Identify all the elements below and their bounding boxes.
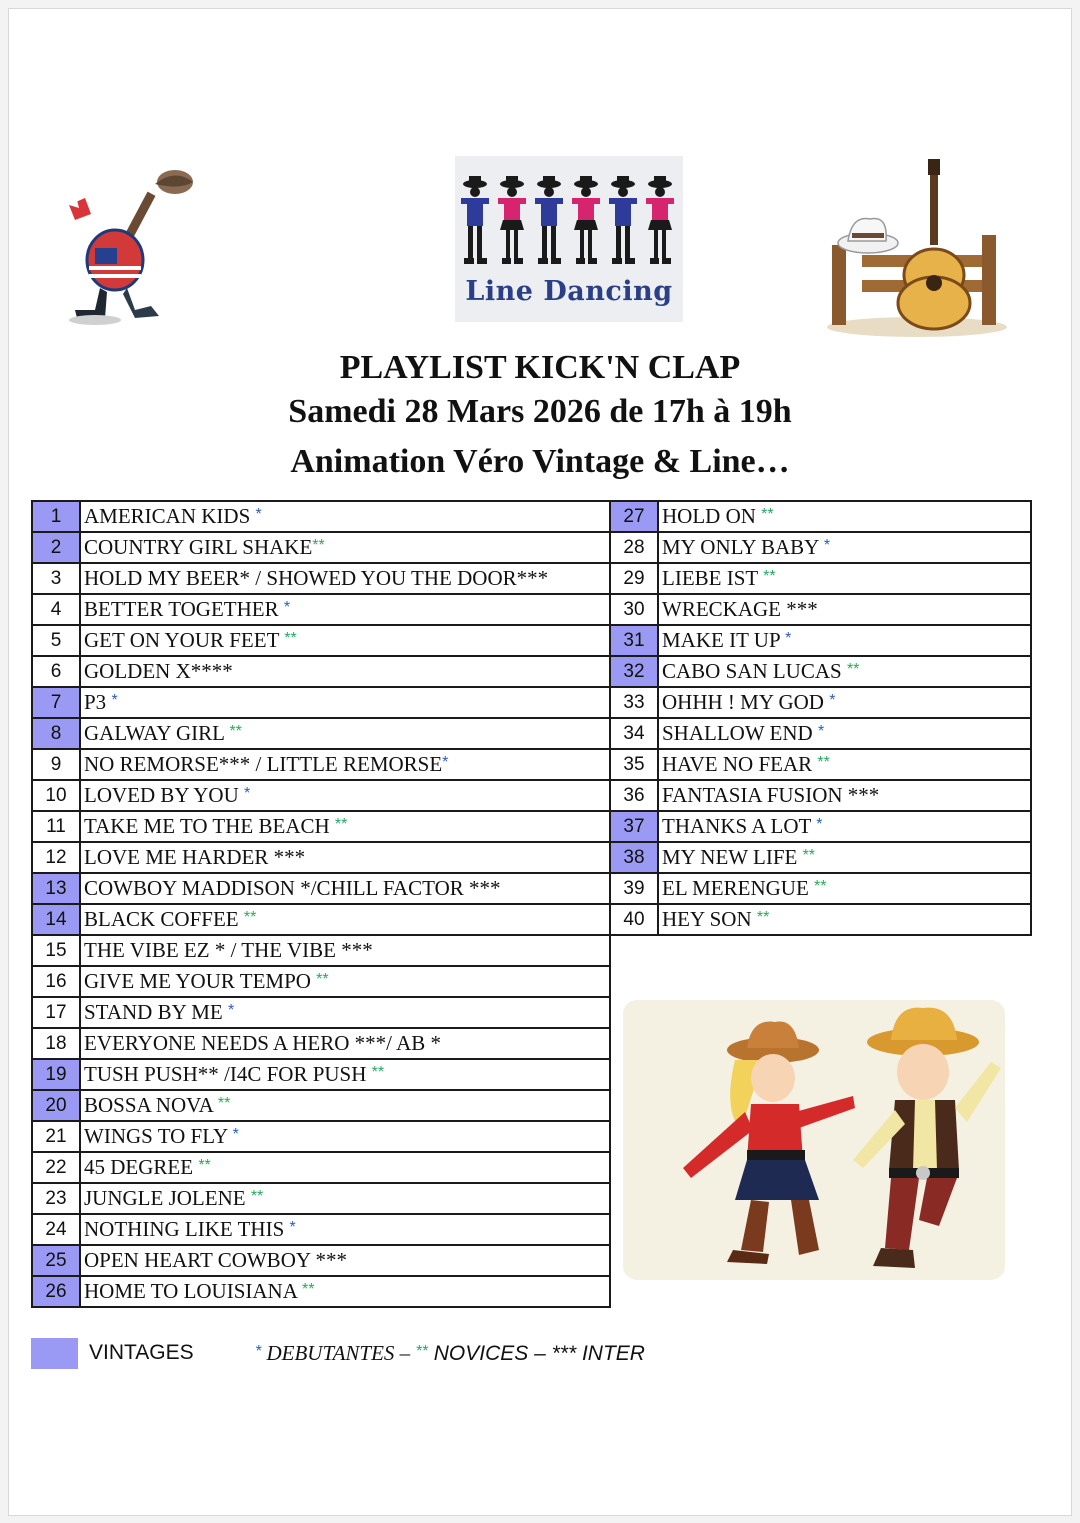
table-row (610, 594, 1031, 625)
table-row (32, 687, 610, 718)
song-title-cell (658, 687, 1031, 718)
song-number: 35 (610, 749, 658, 780)
legend-debutantes: DEBUTANTES – (261, 1341, 416, 1365)
level-stars: ** (229, 723, 242, 740)
song-title: CABO SAN LUCAS (662, 659, 847, 683)
song-title: FANTASIA FUSION *** (662, 783, 880, 807)
song-title-cell (658, 563, 1031, 594)
song-title: TUSH PUSH** /I4C FOR PUSH (84, 1062, 372, 1086)
level-stars: ** (312, 537, 325, 554)
song-number: 21 (32, 1121, 80, 1152)
song-number: 14 (32, 904, 80, 935)
song-title: MY ONLY BABY (662, 535, 824, 559)
playlist-table-left (31, 500, 611, 1308)
table-row (610, 904, 1031, 935)
song-title-cell (80, 1214, 610, 1245)
table-row (610, 687, 1031, 718)
song-title-cell (80, 873, 610, 904)
song-number: 2 (32, 532, 80, 563)
song-number: 29 (610, 563, 658, 594)
line-dancing-logo (455, 156, 683, 322)
song-number: 4 (32, 594, 80, 625)
playlist-table-right (609, 500, 1032, 936)
level-stars: * (817, 723, 825, 740)
table-row (32, 873, 610, 904)
level-stars: * (442, 754, 449, 771)
event-animation: Animation Véro Vintage & Line… (290, 443, 790, 480)
song-title-cell (658, 842, 1031, 873)
table-row (610, 780, 1031, 811)
table-row (32, 532, 610, 563)
song-number: 19 (32, 1059, 80, 1090)
level-stars: ** (301, 1281, 315, 1298)
song-title-cell (658, 594, 1031, 625)
song-number: 25 (32, 1245, 80, 1276)
table-row (610, 749, 1031, 780)
song-number: 9 (32, 749, 80, 780)
level-stars: * (816, 816, 823, 833)
table-row (32, 1152, 610, 1183)
table-row (610, 625, 1031, 656)
level-stars: * (232, 1126, 239, 1143)
song-title-cell (80, 501, 610, 532)
legend-star1: * (255, 1343, 262, 1360)
song-title: NO REMORSE*** / LITTLE REMORSE (84, 752, 443, 776)
table-row (32, 1245, 610, 1276)
table-row (32, 563, 610, 594)
song-number: 8 (32, 718, 80, 749)
level-stars: ** (756, 909, 770, 926)
song-title: HOLD ON (662, 504, 762, 528)
table-row (32, 1214, 610, 1245)
table-row (32, 1059, 610, 1090)
table-row (32, 811, 610, 842)
vintage-swatch (31, 1338, 78, 1369)
song-title-cell (658, 625, 1031, 656)
level-stars: * (829, 692, 836, 709)
song-title-cell (80, 842, 610, 873)
song-title-cell (658, 904, 1031, 935)
song-title: BOSSA NOVA (84, 1093, 218, 1117)
table-row (610, 811, 1031, 842)
table-row (32, 749, 610, 780)
song-title: NOTHING LIKE THIS (84, 1217, 290, 1241)
song-title: THANKS A LOT (662, 814, 817, 838)
song-title-cell (80, 1059, 610, 1090)
song-title-cell (80, 594, 610, 625)
level-stars: ** (371, 1064, 385, 1081)
song-title: HOLD MY BEER* / SHOWED YOU THE DOOR*** (84, 566, 549, 590)
song-title-cell (80, 718, 610, 749)
level-stars: * (823, 537, 831, 554)
song-number: 5 (32, 625, 80, 656)
song-title: LIEBE IST (662, 566, 764, 590)
song-title-cell (80, 935, 610, 966)
song-number: 27 (610, 501, 658, 532)
table-row (610, 501, 1031, 532)
level-stars: ** (250, 1188, 264, 1205)
event-date: Samedi 28 Mars 2026 de 17h à 19h (288, 393, 792, 430)
song-title-cell (80, 780, 610, 811)
song-number: 32 (610, 656, 658, 687)
song-number: 23 (32, 1183, 80, 1214)
level-stars: * (244, 785, 251, 802)
song-title: GOLDEN X**** (84, 659, 233, 683)
song-title-cell (80, 997, 610, 1028)
song-number: 6 (32, 656, 80, 687)
song-number: 30 (610, 594, 658, 625)
song-number: 10 (32, 780, 80, 811)
song-number: 26 (32, 1276, 80, 1307)
table-row (32, 1090, 610, 1121)
table-row (32, 1183, 610, 1214)
song-number: 20 (32, 1090, 80, 1121)
song-title-cell (658, 749, 1031, 780)
level-stars: * (289, 1219, 296, 1236)
song-title: MAKE IT UP (662, 628, 786, 652)
legend-novices-inter: NOVICES – *** INTER (427, 1342, 645, 1365)
song-title-cell (658, 811, 1031, 842)
table-row (610, 842, 1031, 873)
song-title: OHHH ! MY GOD (662, 690, 830, 714)
song-title: LOVED BY YOU (84, 783, 245, 807)
level-stars: ** (846, 661, 860, 678)
table-row (32, 501, 610, 532)
song-number: 3 (32, 563, 80, 594)
table-row (32, 656, 610, 687)
level-stars: ** (761, 506, 774, 523)
song-number: 39 (610, 873, 658, 904)
table-row (610, 873, 1031, 904)
song-title-cell (80, 532, 610, 563)
song-number: 15 (32, 935, 80, 966)
song-number: 17 (32, 997, 80, 1028)
song-title-cell (80, 1090, 610, 1121)
song-title: LOVE ME HARDER *** (84, 845, 306, 869)
song-title: STAND BY ME (84, 1000, 228, 1024)
level-stars: ** (316, 971, 329, 988)
logo-text: Line Dancing (465, 276, 673, 307)
dancing-guitar-icon (55, 160, 195, 330)
song-number: 40 (610, 904, 658, 935)
song-title: TAKE ME TO THE BEACH (84, 814, 335, 838)
song-number: 12 (32, 842, 80, 873)
level-stars: ** (198, 1157, 211, 1174)
level-stars: ** (217, 1095, 231, 1112)
song-title: AMERICAN KIDS (84, 504, 256, 528)
table-row (32, 966, 610, 997)
level-stars: * (283, 599, 291, 616)
song-number: 11 (32, 811, 80, 842)
song-title: EL MERENGUE (662, 876, 815, 900)
level-stars: * (111, 692, 118, 709)
table-row (32, 625, 610, 656)
table-row (32, 780, 610, 811)
song-title-cell (80, 1028, 610, 1059)
song-title-cell (658, 532, 1031, 563)
song-title: SHALLOW END (662, 721, 818, 745)
legend-levels (255, 1341, 645, 1366)
song-number: 28 (610, 532, 658, 563)
table-row (610, 718, 1031, 749)
song-number: 24 (32, 1214, 80, 1245)
song-title-cell (658, 501, 1031, 532)
song-title-cell (80, 656, 610, 687)
song-title-cell (658, 780, 1031, 811)
level-stars: ** (817, 754, 830, 771)
table-row (32, 718, 610, 749)
song-title: HEY SON (662, 907, 757, 931)
song-title-cell (80, 1276, 610, 1307)
level-stars: ** (802, 847, 816, 864)
song-title-cell (658, 656, 1031, 687)
song-title: WRECKAGE *** (662, 597, 818, 621)
song-number: 38 (610, 842, 658, 873)
song-number: 13 (32, 873, 80, 904)
level-stars: * (785, 630, 792, 647)
legend-vintage-label: VINTAGES (89, 1341, 194, 1364)
song-title-cell (80, 1245, 610, 1276)
song-title-cell (80, 811, 610, 842)
song-title-cell (80, 563, 610, 594)
song-number: 16 (32, 966, 80, 997)
song-number: 37 (610, 811, 658, 842)
level-stars: * (227, 1002, 235, 1019)
song-number: 33 (610, 687, 658, 718)
level-stars: ** (814, 878, 827, 895)
song-number: 7 (32, 687, 80, 718)
table-row (610, 532, 1031, 563)
song-title: GIVE ME YOUR TEMPO (84, 969, 317, 993)
level-stars: ** (334, 816, 348, 833)
song-title-cell (80, 1152, 610, 1183)
song-title: COUNTRY GIRL SHAKE (84, 535, 313, 559)
table-row (32, 842, 610, 873)
song-title: THE VIBE EZ * / THE VIBE *** (84, 938, 373, 962)
song-title: BETTER TOGETHER (84, 597, 284, 621)
song-number: 31 (610, 625, 658, 656)
table-row (32, 904, 610, 935)
song-title-cell (80, 1183, 610, 1214)
song-title: 45 DEGREE (84, 1155, 199, 1179)
song-title-cell (658, 873, 1031, 904)
guitar-hat-fence-icon (822, 155, 1012, 340)
table-row (32, 997, 610, 1028)
song-number: 18 (32, 1028, 80, 1059)
song-title-cell (80, 1121, 610, 1152)
level-stars: * (255, 506, 262, 523)
song-title-cell (80, 749, 610, 780)
song-title-cell (80, 966, 610, 997)
song-title-cell (80, 625, 610, 656)
level-stars: ** (284, 630, 297, 647)
table-row (32, 1276, 610, 1307)
song-title: HOME TO LOUISIANA (84, 1279, 302, 1303)
song-title-cell (80, 687, 610, 718)
song-title: P3 (84, 690, 112, 714)
song-title-cell (80, 904, 610, 935)
level-stars: ** (763, 568, 776, 585)
song-title: COWBOY MADDISON */CHILL FACTOR *** (84, 876, 501, 900)
song-number: 34 (610, 718, 658, 749)
dancing-couple-icon (623, 1000, 1005, 1280)
song-title: WINGS TO FLY (84, 1124, 233, 1148)
level-stars: ** (243, 909, 257, 926)
song-number: 22 (32, 1152, 80, 1183)
page-title: PLAYLIST KICK'N CLAP (339, 349, 741, 386)
song-title: OPEN HEART COWBOY *** (84, 1248, 347, 1272)
table-row (32, 1121, 610, 1152)
table-row (32, 594, 610, 625)
song-title: MY NEW LIFE (662, 845, 803, 869)
table-row (610, 563, 1031, 594)
song-title-cell (658, 718, 1031, 749)
song-title: EVERYONE NEEDS A HERO ***/ AB * (84, 1031, 442, 1055)
song-title: HAVE NO FEAR (662, 752, 818, 776)
song-title: BLACK COFFEE (84, 907, 244, 931)
song-title: GET ON YOUR FEET (84, 628, 285, 652)
line-dancers-logo-icon (455, 156, 683, 276)
table-row (610, 656, 1031, 687)
song-number: 36 (610, 780, 658, 811)
song-number: 1 (32, 501, 80, 532)
song-title: GALWAY GIRL (84, 721, 230, 745)
song-title: JUNGLE JOLENE (84, 1186, 251, 1210)
legend-star2: ** (415, 1343, 428, 1360)
table-row (32, 935, 610, 966)
table-row (32, 1028, 610, 1059)
